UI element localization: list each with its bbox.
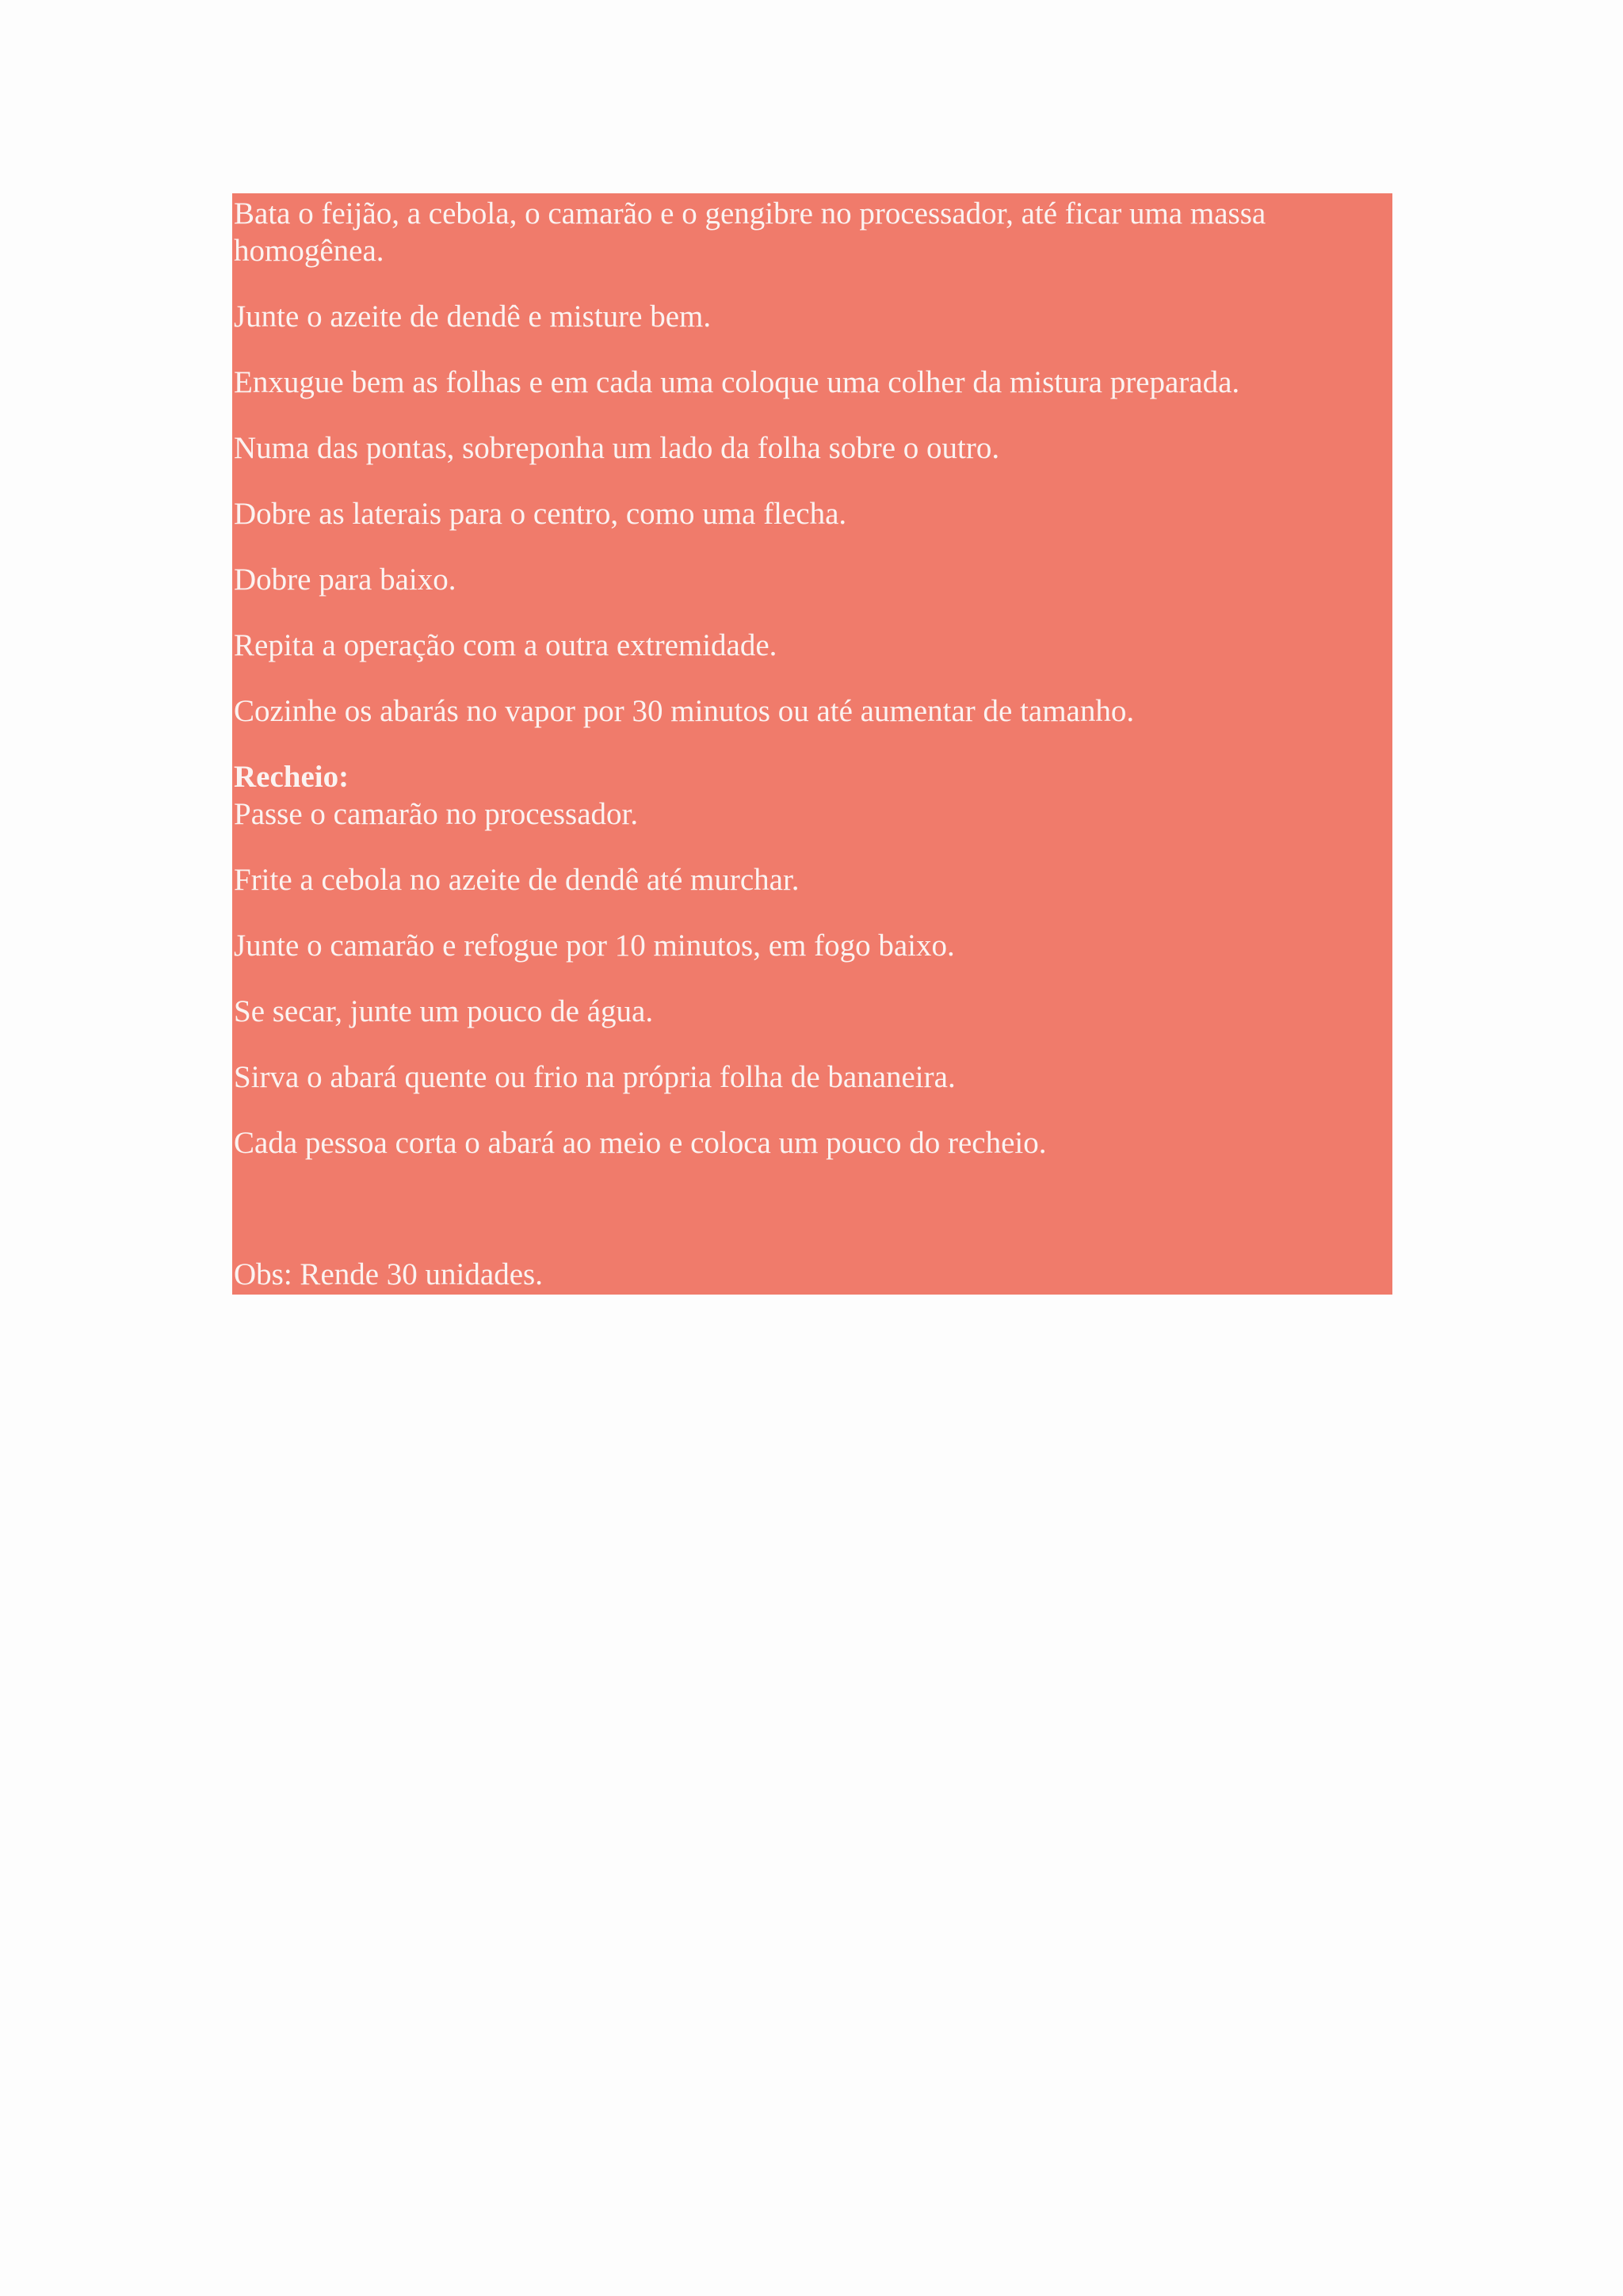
step-3: Enxugue bem as folhas e em cada uma coloque uma colher da mistura preparada. <box>234 365 1240 399</box>
step-4: Numa das pontas, sobreponha um lado da folha sobre o outro. <box>234 431 1000 465</box>
filling-step-1: Passe o camarão no processador. <box>234 797 639 831</box>
step-5: Dobre as laterais para o centro, como uma flecha. <box>234 497 847 531</box>
filling-heading: Recheio: <box>234 760 349 794</box>
filling-step-3: Junte o camarão e refogue por 10 minutos, em fogo baixo. <box>234 929 955 963</box>
step-1: Bata o feijão, a cebola, o camarão e o gengibre no processador, até ficar uma massa homogênea. <box>234 196 1266 268</box>
filling-step-5: Sirva o abará quente ou frio na própria folha de bananeira. <box>234 1060 956 1094</box>
filling-step-2: Frite a cebola no azeite de dendê até murchar. <box>234 863 800 897</box>
filling-step-4: Se secar, junte um pouco de água. <box>234 994 654 1028</box>
step-7: Repita a operação com a outra extremidade. <box>234 628 777 662</box>
yield-note: Obs: Rende 30 unidades. <box>234 1257 543 1291</box>
filling-step-6: Cada pessoa corta o abará ao meio e coloca um pouco do recheio. <box>234 1126 1047 1160</box>
step-8: Cozinhe os abarás no vapor por 30 minutos ou até aumentar de tamanho. <box>234 694 1135 728</box>
step-6: Dobre para baixo. <box>234 563 456 597</box>
recipe-text-block <box>232 193 1392 1295</box>
step-2: Junte o azeite de dendê e misture bem. <box>234 299 712 334</box>
blank-space <box>232 1190 1392 1256</box>
